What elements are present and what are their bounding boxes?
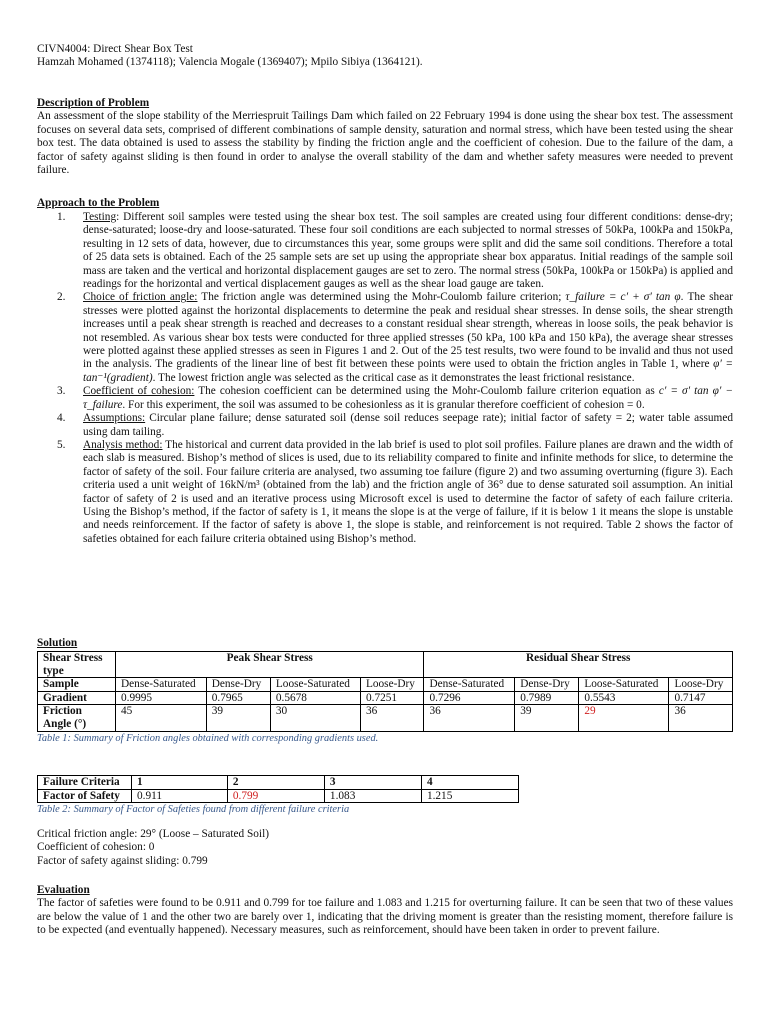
- description-section: [37, 97, 733, 177]
- item-text: . The lowest friction angle was selected as the critical case as it demonstrates the least frictional resistance.: [152, 371, 635, 384]
- table-cell: 45: [116, 705, 207, 731]
- item-title: Testing: [83, 211, 117, 223]
- table-cell: Dense-Dry: [206, 678, 270, 692]
- table-cell: 0.5678: [270, 691, 360, 705]
- list-number: 5.: [57, 438, 66, 451]
- factor-of-safety-table-block: [37, 775, 733, 817]
- course-title: CIVN4004: Direct Shear Box Test: [37, 43, 193, 55]
- factor-of-safety-sliding: Factor of safety against sliding: 0.799: [37, 854, 208, 867]
- approach-heading: [37, 197, 733, 210]
- table-cell-critical: 29: [579, 705, 669, 731]
- solution-heading: [37, 637, 733, 650]
- table-row: [38, 705, 733, 731]
- table-cell: 39: [206, 705, 270, 731]
- table-cell: Sample: [38, 678, 116, 692]
- table-cell: 0.911: [132, 789, 228, 803]
- table-cell: 36: [669, 705, 733, 731]
- cohesion-equation: c′ = σ′ tan φ′ − τ_failure: [83, 385, 733, 411]
- item-title: Coefficient of cohesion:: [83, 385, 195, 398]
- table-cell: Shear Stress type: [38, 652, 116, 678]
- item-text: . For this experiment, the soil was assumed to be cohesionless as it is granular therefore coefficient of cohesion = 0.: [122, 398, 645, 411]
- document-header: [37, 43, 733, 70]
- item-text: : Different soil samples were tested using the shear box test. The soil samples are created using four different conditions: dense-dry; dense-saturated; loose-dry and loose-saturated. These four soil conditions are each subjected to normal stresses of 50kPa, 100kPa and 150kPa, resulting in 12 sets of data, however, due to circumstances this year, some groups were split and did the same soil conditions. Therefore a total of 25 data sets is obtained. Each of the 25 sample sets are set up using the appropriate shear box apparatus. Initial readings of the sample soil mass are taken and the vertical and horizontal displacement gauges are set to zero. The normal stress (50kPa, 100kPa or 150kPa) is applied and readings for the horizontal and vertical displacement gauges as well as the shear load gauge are taken.: [83, 211, 733, 291]
- description-heading: Description of Problem: [37, 97, 150, 109]
- table-cell: Dense-Saturated: [424, 678, 515, 692]
- table-row: [38, 678, 733, 692]
- mohr-coulomb-equation: τ_failure = c′ + σ′ tan φ: [565, 291, 681, 304]
- table-cell: Loose-Dry: [669, 678, 733, 692]
- critical-friction-angle: Critical friction angle: 29° (Loose – Saturated Soil): [37, 828, 269, 840]
- table-row: [38, 691, 733, 705]
- item-title: Assumptions:: [83, 412, 146, 425]
- table-cell: Dense-Saturated: [116, 678, 207, 692]
- results-summary: [37, 828, 733, 868]
- table-cell: 3: [324, 776, 421, 790]
- list-number: 2.: [57, 291, 66, 304]
- table-cell: 36: [424, 705, 515, 731]
- table-2-caption: Table 2: Summary of Factor of Safeties found from different failure criteria: [37, 804, 350, 816]
- item-title: Analysis method:: [83, 438, 163, 451]
- table-cell: Friction Angle (°): [38, 705, 116, 731]
- table-cell: 1: [132, 776, 228, 790]
- table-cell: 0.5543: [579, 691, 669, 705]
- table-cell: 2: [227, 776, 324, 790]
- table-cell: Dense-Dry: [515, 678, 579, 692]
- item-text: The historical and current data provided in the lab brief is used to plot soil profiles. Failure planes are drawn and the width of each slab is measured. Bishop’s method of slices is used, due to its reliability compared to finite and infinite methods for slice, to determine the factor of safety of the soil. Four failure criteria are analysed, two assuming toe failure (figure 2) and two assuming overturning (figure 3). Each criteria used a unit weight of 16kN/m³ (obtained from the lab) and the friction angle of 36° due to dense saturated soil assumption. An initial factor of safety of 2 is used and an iterative process using Microsoft excel is used to determine the factor of safety of each failure criteria. Using the Bishop’s method, if the factor of safety is 1, it means the slope is at the verge of failure, if it is below 1 it means the slope is unstable and needs reinforcement. If the factor of safety is above 1, the slope is stable, and reinforcement is not required. Table 2 shows the factor of safeties obtained for each failure criteria obtained using Bishop’s method.: [83, 438, 734, 545]
- table-cell: 0.7147: [669, 691, 733, 705]
- table-row: [38, 776, 519, 790]
- item-text: Circular plane failure; dense saturated soil (dense soil reduces seepage rate); initial factor of safety = 2; water table assumed using dam tailing.: [83, 412, 733, 438]
- table-header: Peak Shear Stress: [116, 652, 424, 678]
- approach-heading-text: Approach to the Problem: [37, 197, 160, 209]
- table-cell: Loose-Saturated: [270, 678, 360, 692]
- approach-list: [37, 211, 733, 546]
- table-cell: 0.7965: [206, 691, 270, 705]
- table-cell: Factor of Safety: [38, 789, 132, 803]
- table-cell: 0.7251: [360, 691, 424, 705]
- table-cell: 36: [360, 705, 424, 731]
- table-cell-critical: 0.799: [227, 789, 324, 803]
- item-title: Choice of friction angle:: [83, 291, 198, 304]
- item-text: The friction angle was determined using the Mohr-Coulomb failure criterion;: [197, 291, 566, 304]
- table-cell: 30: [270, 705, 360, 731]
- table-row: [38, 652, 733, 678]
- author-list: Hamzah Mohamed (1374118); Valencia Mogale (1369407); Mpilo Sibiya (1364121).: [37, 56, 423, 69]
- table-row: [38, 789, 519, 803]
- item-text: . The shear stresses were plotted against the horizontal displacements to determine the peak and residual shear stresses. In dense soils, the shear strength increases until a peak shear strength is reached and decreases to a constant residual shear strength, whereas in loose soils, the peak behavior is not resembled. As various shear box tests were conducted for three applied stresses (50 kPa, 100 kPa and 150 kPa), the average shear stresses were plotted against these applied stresses as seen in Figures 1 and 2. Out of the 25 test results, two were found to be invalid and thus not used in the analysis. The gradients of the linear line of best fit between these points were used to obtain the friction angles in Table 1, where: [83, 291, 733, 371]
- item-text: The cohesion coefficient can be determined using the Mohr-Coulomb failure criterion equation as: [194, 385, 659, 398]
- table-cell: 1.083: [324, 789, 421, 803]
- friction-angle-table: [37, 651, 733, 732]
- table-cell: Failure Criteria: [38, 776, 132, 790]
- friction-angle-table-block: [37, 651, 733, 745]
- list-item-testing: [37, 211, 733, 291]
- factor-of-safety-table: [37, 775, 519, 803]
- table-header: Residual Shear Stress: [424, 652, 733, 678]
- list-number: 1.: [57, 211, 66, 223]
- evaluation-heading: Evaluation: [37, 884, 90, 896]
- description-text: An assessment of the slope stability of the Merriespruit Tailings Dam which failed on 22 February 1994 is done using the shear box test. The assessment focuses on several data sets, comprised of different combinations of sample density, saturation and normal stress, which have been tested using the shear box test. The data obtained is used to assess the stability by finding the friction angle and the coefficient of cohesion. Due to the failure of the dam, a factor of safety against sliding is then found in order to analyse the overall stability of the dam and whether safety measures were needed to prevent failure.: [37, 110, 733, 177]
- table-cell: 0.9995: [116, 691, 207, 705]
- table-cell: 1.215: [421, 789, 518, 803]
- table-1-caption: Table 1: Summary of Friction angles obtained with corresponding gradients used.: [37, 732, 379, 744]
- list-item-assumptions: [37, 412, 733, 439]
- list-number: 3.: [57, 385, 66, 398]
- list-item-friction-angle: [37, 291, 733, 385]
- table-cell: 0.7296: [424, 691, 515, 705]
- list-item-analysis-method: [37, 439, 733, 546]
- cohesion-coefficient: Coefficient of cohesion: 0: [37, 841, 155, 854]
- list-item-cohesion: [37, 385, 733, 412]
- table-cell: 0.7989: [515, 691, 579, 705]
- table-cell: 39: [515, 705, 579, 731]
- table-cell: Loose-Saturated: [579, 678, 669, 692]
- friction-angle-equation: φ′ = tan⁻¹(gradient): [83, 358, 733, 384]
- evaluation-section: [37, 884, 733, 938]
- evaluation-text: The factor of safeties were found to be 0.911 and 0.799 for toe failure and 1.083 and 1.215 for overturning failure. It can be seen that two of these values are below the value of 1 and the other two are barely over 1, indicating that the driving moment is greater than the resisting moment, therefore failure is to be expected (and eventually happened). Necessary measures, such as reinforcement, should have been taken in order to prevent failure.: [37, 897, 733, 937]
- table-cell: Loose-Dry: [360, 678, 424, 692]
- table-cell: 4: [421, 776, 518, 790]
- solution-heading-text: Solution: [37, 637, 78, 649]
- list-number: 4.: [57, 412, 66, 425]
- table-cell: Gradient: [38, 691, 116, 705]
